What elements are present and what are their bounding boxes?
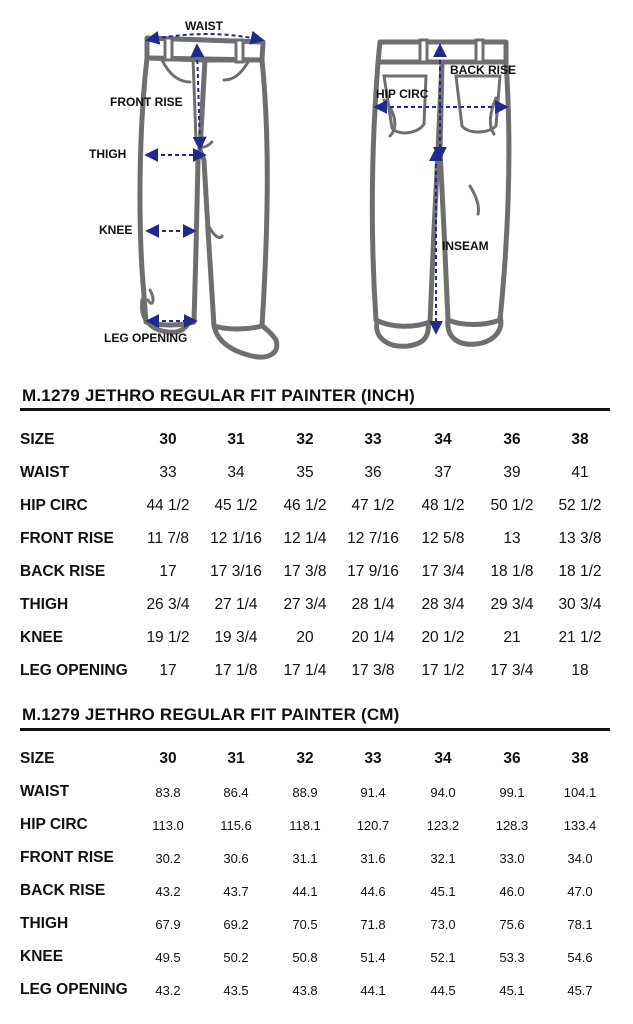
table-cell: 34.0 xyxy=(567,851,593,866)
table-row xyxy=(0,876,633,909)
table-cell: 133.4 xyxy=(563,818,597,833)
table-cell: 27 3/4 xyxy=(283,596,327,613)
row-label: THIGH xyxy=(20,596,69,613)
table-cell: 19 1/2 xyxy=(146,629,190,646)
table-cell: 18 1/2 xyxy=(558,563,602,580)
table-cell: 128.3 xyxy=(495,818,529,833)
size-header-cell: 36 xyxy=(503,431,521,448)
table-cell: 52 1/2 xyxy=(558,497,602,514)
table-cell: 45.7 xyxy=(567,983,593,998)
row-label: WAIST xyxy=(20,783,70,800)
table-header-row xyxy=(0,424,633,457)
table-cell: 71.8 xyxy=(360,917,386,932)
size-header-cell: 33 xyxy=(364,431,382,448)
table-cell: 21 xyxy=(503,629,521,646)
back-waistband xyxy=(378,42,506,62)
table-cell: 17 3/16 xyxy=(210,563,262,580)
table-cell: 44.1 xyxy=(292,884,318,899)
table-cell: 12 5/8 xyxy=(421,530,465,547)
table-cell: 67.9 xyxy=(155,917,181,932)
table-row xyxy=(0,777,633,810)
table-cell: 51.4 xyxy=(360,950,386,965)
table-cell: 13 3/8 xyxy=(558,530,602,547)
size-header-cell: 33 xyxy=(364,750,382,767)
hip-circ-label: HIP CIRC xyxy=(376,87,429,101)
table-row xyxy=(0,490,633,523)
table-cell: 91.4 xyxy=(360,785,386,800)
table-cell: 35 xyxy=(296,464,314,481)
table-row xyxy=(0,523,633,556)
table-cell: 26 3/4 xyxy=(146,596,190,613)
size-header-cell: 30 xyxy=(159,750,177,767)
table-cell: 54.6 xyxy=(567,950,593,965)
table-header-row xyxy=(0,744,633,777)
table-cell: 50.8 xyxy=(292,950,318,965)
row-label: BACK RISE xyxy=(20,882,106,899)
table-cell: 19 3/4 xyxy=(214,629,258,646)
table-cell: 20 1/2 xyxy=(421,629,465,646)
table-cell: 48 1/2 xyxy=(421,497,465,514)
table-cell: 17 1/8 xyxy=(214,662,258,679)
cm-table-title: M.1279 JETHRO REGULAR FIT PAINTER (CM) xyxy=(22,705,400,724)
table-cell: 41 xyxy=(571,464,589,481)
table-cell: 123.2 xyxy=(426,818,460,833)
table-cell: 115.6 xyxy=(220,818,252,833)
table-cell: 36 xyxy=(364,464,382,481)
table-row xyxy=(0,909,633,942)
size-header-cell: 34 xyxy=(434,750,452,767)
size-header-cell: 31 xyxy=(227,750,245,767)
table-cell: 31.6 xyxy=(360,851,386,866)
table-cell: 45.1 xyxy=(499,983,525,998)
table-cell: 11 7/8 xyxy=(147,530,189,547)
size-header-cell: 32 xyxy=(296,750,314,767)
table-cell: 120.7 xyxy=(356,818,390,833)
table-cell: 37 xyxy=(434,464,452,481)
front-rise-label: FRONT RISE xyxy=(110,95,183,109)
waist-label: WAIST xyxy=(185,19,223,33)
row-label: HIP CIRC xyxy=(20,497,88,514)
table-cell: 73.0 xyxy=(430,917,456,932)
size-header-cell: 38 xyxy=(571,750,589,767)
table-cell: 86.4 xyxy=(223,785,249,800)
table-cell: 21 1/2 xyxy=(558,629,602,646)
size-header-label: SIZE xyxy=(20,750,55,767)
table-cell: 118.1 xyxy=(289,818,321,833)
table-cell: 18 1/8 xyxy=(490,563,534,580)
table-cell: 34 xyxy=(227,464,245,481)
table-cell: 44.5 xyxy=(430,983,456,998)
row-label: LEG OPENING xyxy=(20,981,128,998)
row-label: THIGH xyxy=(20,915,69,932)
table-cell: 12 1/16 xyxy=(210,530,262,547)
table-cell: 30.6 xyxy=(223,851,249,866)
table-cell: 17 xyxy=(159,662,177,679)
table-cell: 46 1/2 xyxy=(283,497,327,514)
table-cell: 28 3/4 xyxy=(421,596,465,613)
row-label: KNEE xyxy=(20,948,64,965)
table-cell: 28 1/4 xyxy=(351,596,395,613)
table-cell: 43.7 xyxy=(223,884,249,899)
table-cell: 104.1 xyxy=(563,785,597,800)
table-cell: 12 1/4 xyxy=(283,530,327,547)
back-rise-label: BACK RISE xyxy=(450,63,517,77)
inch-title-divider xyxy=(20,408,610,411)
table-row xyxy=(0,556,633,589)
table-cell: 69.2 xyxy=(223,917,249,932)
table-cell: 49.5 xyxy=(155,950,181,965)
table-cell: 75.6 xyxy=(499,917,525,932)
size-header-cell: 30 xyxy=(159,431,177,448)
table-cell: 88.9 xyxy=(292,785,318,800)
table-cell: 43.8 xyxy=(292,983,318,998)
table-cell: 50 1/2 xyxy=(490,497,534,514)
table-row xyxy=(0,942,633,975)
cm-title-divider xyxy=(20,728,610,731)
front-view-pants xyxy=(140,38,277,357)
table-cell: 27 1/4 xyxy=(214,596,258,613)
leg-opening-label: LEG OPENING xyxy=(104,331,188,345)
table-cell: 43.5 xyxy=(223,983,249,998)
row-label: FRONT RISE xyxy=(20,530,114,547)
row-label: HIP CIRC xyxy=(20,816,88,833)
table-cell: 99.1 xyxy=(499,785,525,800)
table-cell: 83.8 xyxy=(155,785,181,800)
table-cell: 44 1/2 xyxy=(146,497,190,514)
back-left-leg xyxy=(372,62,442,326)
table-cell: 17 3/4 xyxy=(490,662,534,679)
table-cell: 12 7/16 xyxy=(347,530,399,547)
table-cell: 17 1/4 xyxy=(283,662,327,679)
table-cell: 43.2 xyxy=(155,983,181,998)
table-cell: 17 3/8 xyxy=(351,662,395,679)
table-cell: 53.3 xyxy=(499,950,525,965)
table-cell: 17 xyxy=(159,563,177,580)
size-header-cell: 34 xyxy=(434,431,452,448)
pants-measurement-diagram xyxy=(0,0,633,372)
table-row xyxy=(0,457,633,490)
size-header-cell: 31 xyxy=(227,431,245,448)
front-right-leg xyxy=(200,60,267,329)
thigh-label: THIGH xyxy=(89,147,127,161)
table-cell: 29 3/4 xyxy=(490,596,534,613)
table-cell: 20 xyxy=(296,629,314,646)
table-cell: 44.1 xyxy=(360,983,386,998)
table-row xyxy=(0,975,633,1008)
table-cell: 45 1/2 xyxy=(214,497,258,514)
table-cell: 46.0 xyxy=(499,884,525,899)
table-cell: 20 1/4 xyxy=(351,629,395,646)
table-cell: 47.0 xyxy=(567,884,593,899)
table-cell: 113.0 xyxy=(152,818,184,833)
row-label: BACK RISE xyxy=(20,563,106,580)
back-view-pants xyxy=(372,40,509,346)
row-label: WAIST xyxy=(20,464,70,481)
inch-table-title: M.1279 JETHRO REGULAR FIT PAINTER (INCH) xyxy=(22,386,416,405)
size-header-cell: 36 xyxy=(503,750,521,767)
table-cell: 18 xyxy=(571,662,589,679)
table-cell: 47 1/2 xyxy=(351,497,395,514)
table-row xyxy=(0,589,633,622)
table-row xyxy=(0,810,633,843)
table-cell: 45.1 xyxy=(430,884,456,899)
table-cell: 33.0 xyxy=(499,851,525,866)
table-cell: 78.1 xyxy=(567,917,593,932)
table-cell: 17 1/2 xyxy=(421,662,465,679)
table-cell: 32.1 xyxy=(430,851,456,866)
table-cell: 30.2 xyxy=(155,851,181,866)
table-row xyxy=(0,843,633,876)
table-cell: 43.2 xyxy=(155,884,181,899)
table-cell: 44.6 xyxy=(360,884,386,899)
table-cell: 52.1 xyxy=(430,950,456,965)
knee-label: KNEE xyxy=(99,223,133,237)
table-cell: 31.1 xyxy=(292,851,318,866)
table-cell: 17 3/4 xyxy=(421,563,465,580)
table-cell: 13 xyxy=(503,530,521,547)
table-cell: 33 xyxy=(159,464,177,481)
row-label: LEG OPENING xyxy=(20,662,128,679)
size-header-cell: 38 xyxy=(571,431,589,448)
table-cell: 70.5 xyxy=(292,917,318,932)
table-row xyxy=(0,622,633,655)
table-cell: 30 3/4 xyxy=(558,596,602,613)
table-cell: 39 xyxy=(503,464,521,481)
row-label: FRONT RISE xyxy=(20,849,114,866)
row-label: KNEE xyxy=(20,629,64,646)
table-cell: 17 9/16 xyxy=(347,563,399,580)
inseam-label: INSEAM xyxy=(442,239,489,253)
table-cell: 94.0 xyxy=(430,785,456,800)
size-header-cell: 32 xyxy=(296,431,314,448)
table-cell: 17 3/8 xyxy=(283,563,327,580)
size-header-label: SIZE xyxy=(20,431,55,448)
table-row xyxy=(0,655,633,688)
table-cell: 50.2 xyxy=(223,950,249,965)
